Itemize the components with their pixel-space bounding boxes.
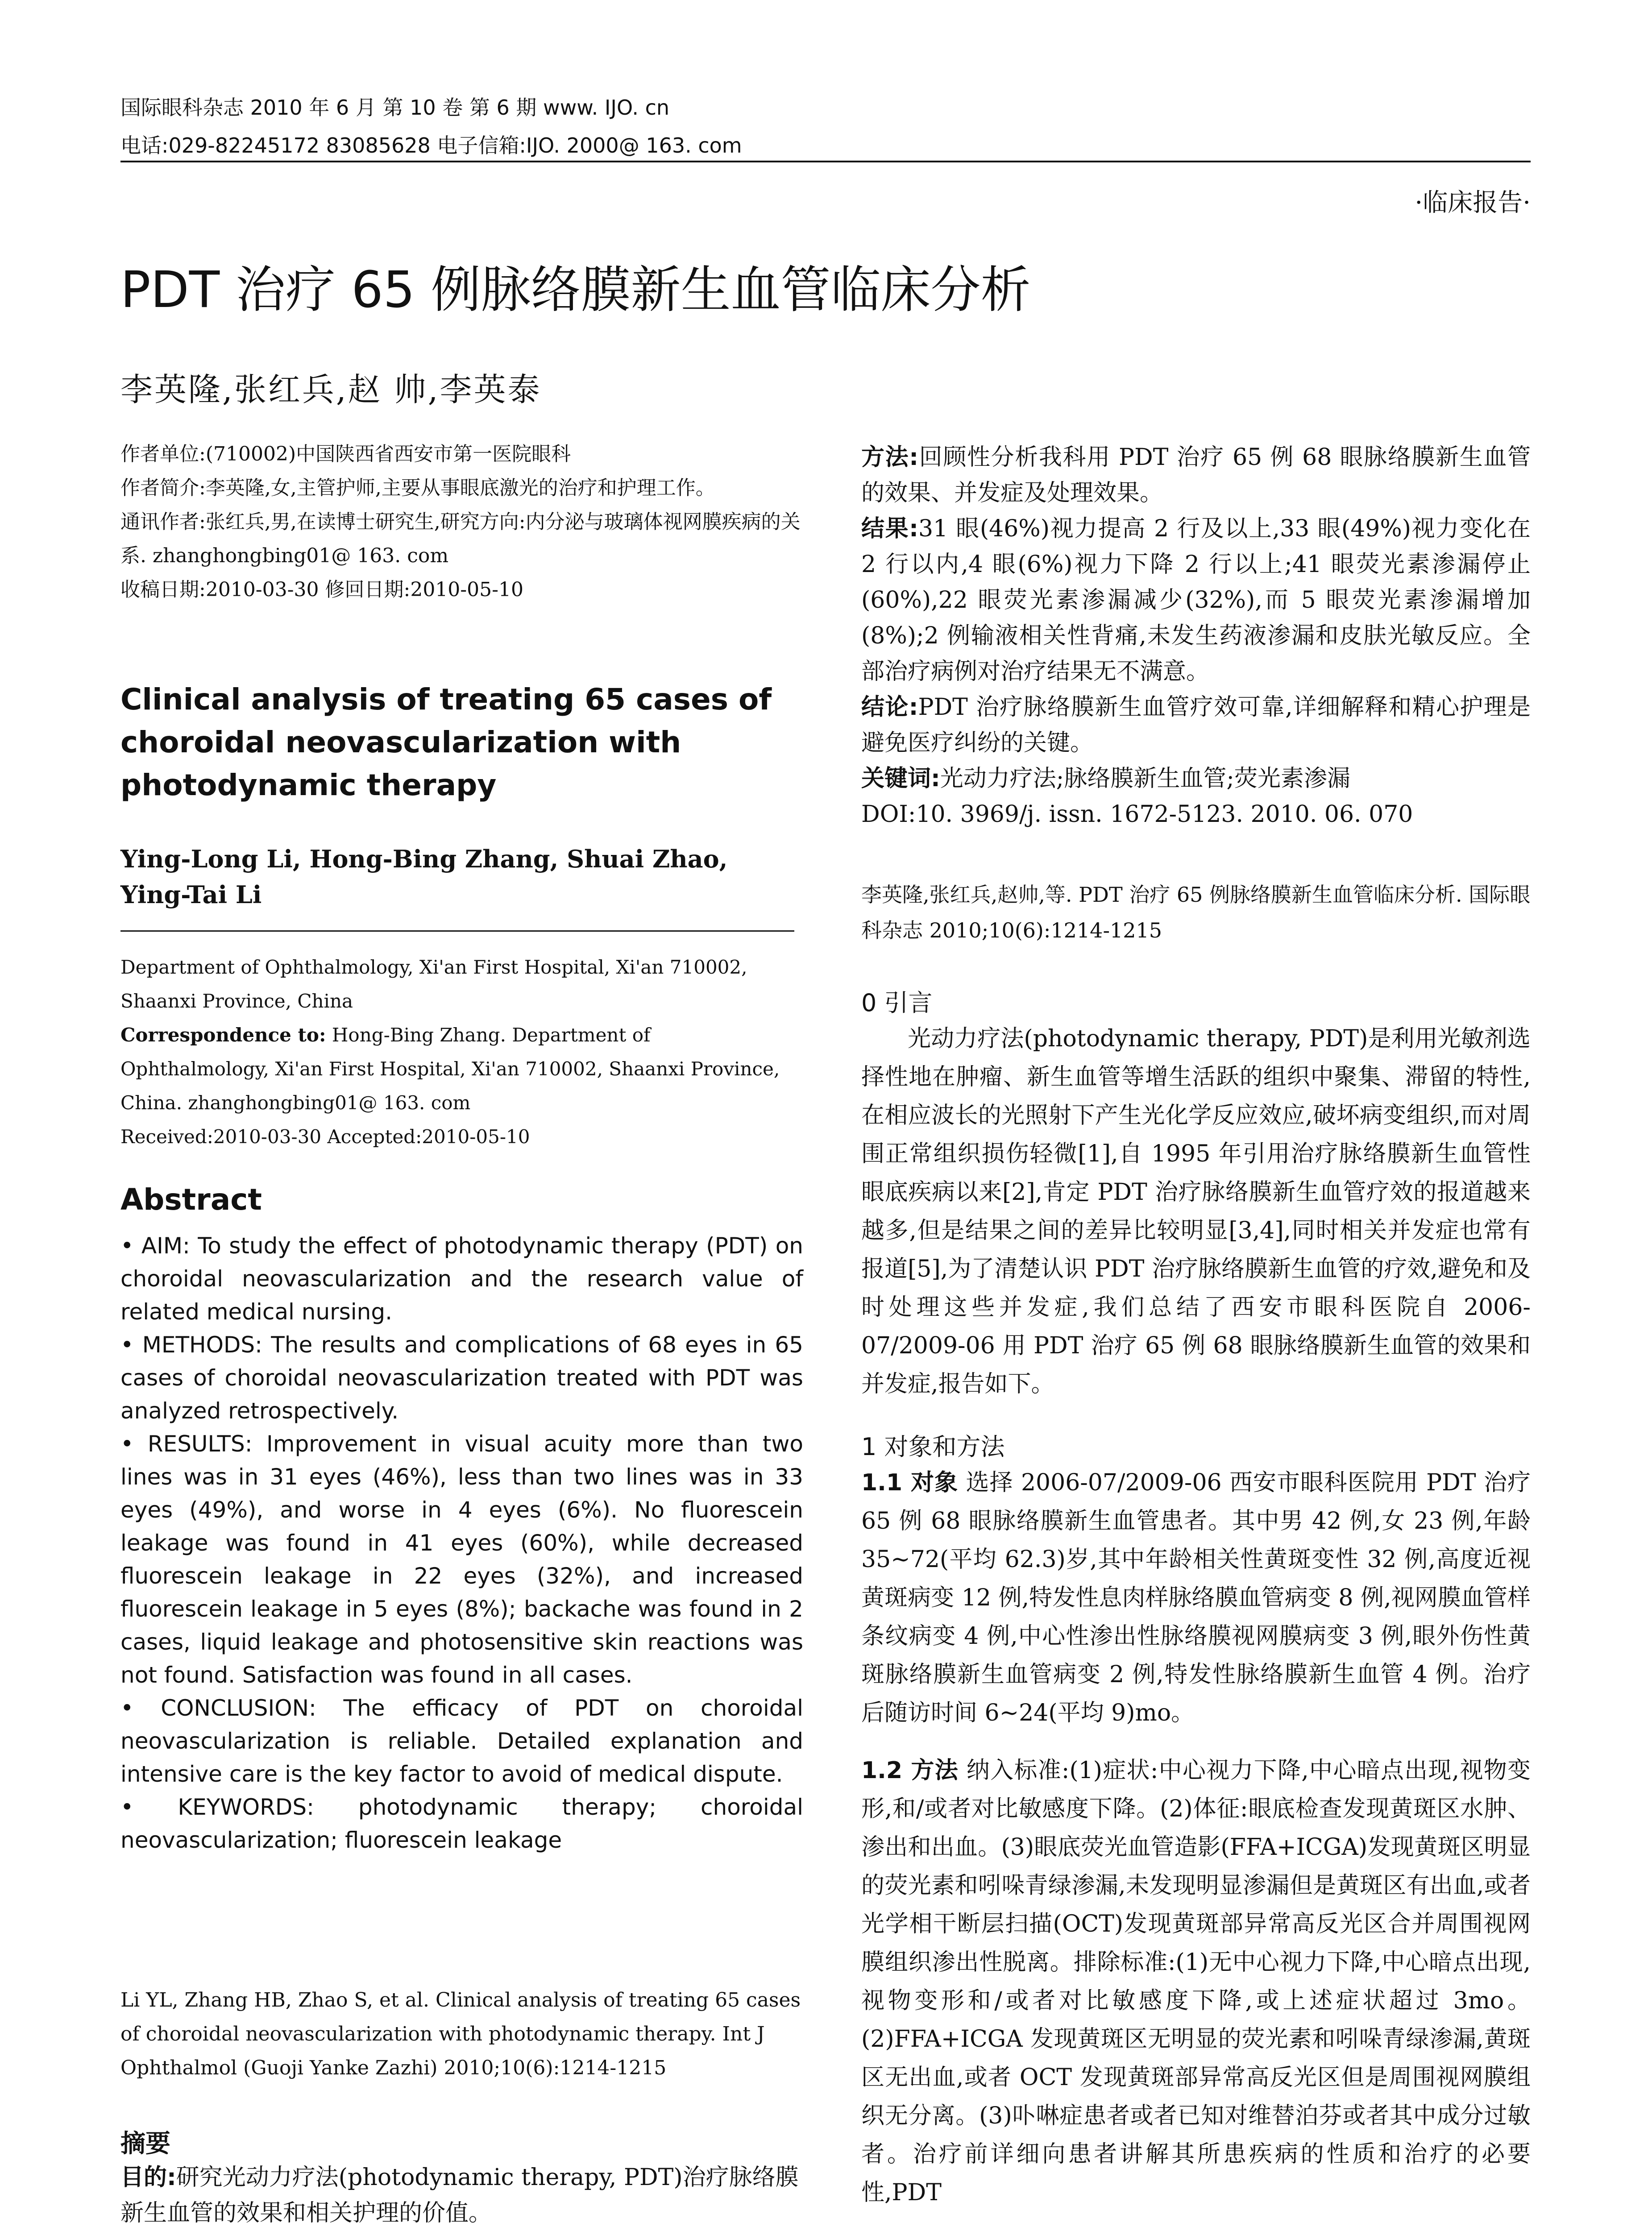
zhaiyao-aim-label: 目的:	[120, 2164, 176, 2191]
results-text: 31 眼(46%)视力提高 2 行及以上,33 眼(49%)视力变化在 2 行以内,4 眼(6%)视力下降 2 行以上;41 眼荧光素渗漏停止(60%),22 眼荧光素渗漏减少(32%),而 5 眼荧光素渗漏增加(8%);2 例输液相关性背痛,未发生药液渗漏和皮肤光敏反应。全部治疗病例对治疗结果无不满意。	[861, 515, 1531, 685]
journal-contact: 电话:029-82245172 83085628 电子信箱:IJO. 2000@ 163. com	[120, 133, 742, 158]
journal-header: 国际眼科杂志 2010 年 6 月 第 10 卷 第 6 期 www. IJO. cn	[120, 95, 670, 120]
english-affiliation	[120, 950, 803, 1154]
methods-text: 回顾性分析我科用 PDT 治疗 65 例 68 眼脉络膜新生血管的效果、并发症及处理效果。	[861, 444, 1531, 506]
abstract-keywords: • KEYWORDS: photodynamic therapy; choroidal neovascularization; fluorescein leakage	[120, 1794, 803, 1853]
keywords-text: 光动力疗法;脉络膜新生血管;荧光素渗漏	[940, 765, 1350, 792]
section-tag: ·临床报告·	[1415, 188, 1531, 217]
zhaiyao-heading: 摘要	[120, 2129, 170, 2158]
section-1-1	[861, 1464, 1531, 1732]
english-divider	[120, 930, 794, 932]
paper-title: PDT 治疗 65 例脉络膜新生血管临床分析	[120, 261, 1031, 319]
section-1-2	[861, 1751, 1531, 2212]
correspondence	[120, 1018, 803, 1120]
zhaiyao-aim	[120, 2160, 803, 2231]
authors-cn: 李英隆,张红兵,赵 帅,李英泰	[120, 371, 542, 408]
correspondence-label: Correspondence to:	[120, 1024, 326, 1046]
methods-paragraph	[861, 440, 1531, 511]
keywords-label: 关键词:	[861, 765, 940, 792]
author-info	[120, 437, 803, 607]
affiliation-line: 作者单位:(710002)中国陕西省西安市第一医院眼科	[120, 443, 571, 465]
citation-chinese: 李英隆,张红兵,赵帅,等. PDT 治疗 65 例脉络膜新生血管临床分析. 国际眼科杂志 2010;10(6):1214-1215	[861, 883, 1531, 942]
citation-english: Li YL, Zhang HB, Zhao S, et al. Clinical analysis of treating 65 cases of choroidal neovascularization with photodynamic therapy. Int J Ophthalmol (Guoji Yanke Zazhi) 2010;10(6):1214-1215	[120, 1989, 801, 2079]
corresponding-author: 通讯作者:张红兵,男,在读博士研究生,研究方向:内分泌与玻璃体视网膜疾病的关系. zhanghongbing01@ 163. com	[120, 510, 801, 567]
chinese-abstract	[861, 440, 1531, 832]
section-1-1-label: 1.1 对象	[861, 1469, 959, 1496]
abstract-heading: Abstract	[120, 1182, 262, 1217]
correspondence-text: Hong-Bing Zhang. Department of Ophthalmology, Xi'an First Hospital, Xi'an 710002, Shaanxi Province, China. zhanghongbing01@ 163. com	[120, 1024, 780, 1114]
section1-heading: 1 对象和方法	[861, 1433, 1005, 1461]
header-divider	[120, 161, 1531, 162]
english-dates: Received:2010-03-30 Accepted:2010-05-10	[120, 1126, 530, 1148]
results-paragraph	[861, 511, 1531, 689]
results-label: 结果:	[861, 515, 918, 542]
intro-body	[861, 1020, 1531, 1403]
department: Department of Ophthalmology, Xi'an First Hospital, Xi'an 710002, Shaanxi Province, China	[120, 956, 747, 1012]
english-authors: Ying-Long Li, Hong-Bing Zhang, Shuai Zhao, Ying-Tai Li	[120, 845, 728, 909]
doi: DOI:10. 3969/j. issn. 1672-5123. 2010. 06. 070	[861, 801, 1413, 828]
intro-paragraph: 光动力疗法(photodynamic therapy, PDT)是利用光敏剂选择性地在肿瘤、新生血管等增生活跃的组织中聚集、滞留的特性,在相应波长的光照射下产生光化学反应效应,破坏病变组织,而对周围正常组织损伤轻微[1],自 1995 年引用治疗脉络膜新生血管性眼底疾病以来[2],肯定 PDT 治疗脉络膜新生血管疗效的报道越来越多,但是结果之间的差异比较明显[3,4],同时相关并发症也常有报道[5],为了清楚认识 PDT 治疗脉络膜新生血管的疗效,避免和及时处理这些并发症,我们总结了西安市眼科医院自 2006-07/2009-06 用 PDT 治疗 65 例 68 眼脉络膜新生血管的效果和并发症,报告如下。	[861, 1025, 1531, 1397]
section-1-2-label: 1.2 方法	[861, 1757, 959, 1784]
methods-label: 方法:	[861, 444, 919, 471]
abstract-methods: • METHODS: The results and complications of 68 eyes in 65 cases of choroidal neovascularization treated with PDT was analyzed retrospectively.	[120, 1332, 803, 1424]
abstract-aim: • AIM: To study the effect of photodynamic therapy (PDT) on choroidal neovascularization and the research value of related medical nursing.	[120, 1233, 803, 1325]
abstract-results: • RESULTS: Improvement in visual acuity more than two lines was in 31 eyes (46%), less than two lines was in 33 eyes (49%), and worse in 4 eyes (6%). No fluorescein leakage was found in 41 eyes (60%), while decreased fluorescein leakage in 22 eyes (32%), and increased fluorescein leakage in 5 eyes (8%); backache was found in 2 cases, liquid leakage and photosensitive skin reactions was not found. Satisfaction was found in all cases.	[120, 1431, 803, 1688]
conclusion-text: PDT 治疗脉络膜新生血管疗效可靠,详细解释和精心护理是避免医疗纠纷的关键。	[861, 694, 1531, 756]
conclusion-label: 结论:	[861, 694, 918, 721]
received-dates: 收稿日期:2010-03-30 修回日期:2010-05-10	[120, 578, 524, 601]
keywords-paragraph	[861, 761, 1531, 796]
author-bio: 作者简介:李英隆,女,主管护师,主要从事眼底激光的治疗和护理工作。	[120, 477, 715, 499]
section-1-1-text: 选择 2006-07/2009-06 西安市眼科医院用 PDT 治疗 65 例 68 眼脉络膜新生血管患者。其中男 42 例,女 23 例,年龄 35~72(平均 62.3)岁,其中年龄相关性黄斑变性 32 例,高度近视黄斑病变 12 例,特发性息肉样脉络膜血管病变 8 例,视网膜血管样条纹病变 4 例,中心性渗出性脉络膜视网膜病变 3 例,眼外伤性黄斑脉络膜新生血管病变 2 例,特发性脉络膜新生血管 4 例。治疗后随访时间 6~24(平均 9)mo。	[861, 1469, 1531, 1726]
intro-heading: 0 引言	[861, 989, 933, 1017]
abstract-conclusion: • CONCLUSION: The efficacy of PDT on choroidal neovascularization is reliable. Detailed explanation and intensive care is the key factor to avoid of medical dispute.	[120, 1695, 803, 1787]
section-1-2-text: 纳入标准:(1)症状:中心视力下降,中心暗点出现,视物变形,和/或者对比敏感度下降。(2)体征:眼底检查发现黄斑区水肿、渗出和出血。(3)眼底荧光血管造影(FFA+ICGA)发现黄斑区明显的荧光素和吲哚青绿渗漏,未发现明显渗漏但是黄斑区有出血,或者光学相干断层扫描(OCT)发现黄斑部异常高反光区合并周围视网膜组织渗出性脱离。排除标准:(1)无中心视力下降,中心暗点出现,视物变形和/或者对比敏感度下降,或上述症状超过 3mo。(2)FFA+ICGA 发现黄斑区无明显的荧光素和吲哚青绿渗漏,黄斑区无出血,或者 OCT 发现黄斑部异常高反光区但是周围视网膜组织无分离。(3)卟啉症患者或者已知对维替泊芬或者其中成分过敏者。治疗前详细向患者讲解其所患疾病的性质和治疗的必要性,PDT	[861, 1757, 1531, 2206]
english-title: Clinical analysis of treating 65 cases of choroidal neovascularization with photodynamic therapy	[120, 682, 772, 802]
conclusion-paragraph	[861, 689, 1531, 761]
zhaiyao-aim-text: 研究光动力疗法(photodynamic therapy, PDT)治疗脉络膜新生血管的效果和相关护理的价值。	[120, 2164, 799, 2227]
abstract-body	[120, 1229, 803, 1857]
